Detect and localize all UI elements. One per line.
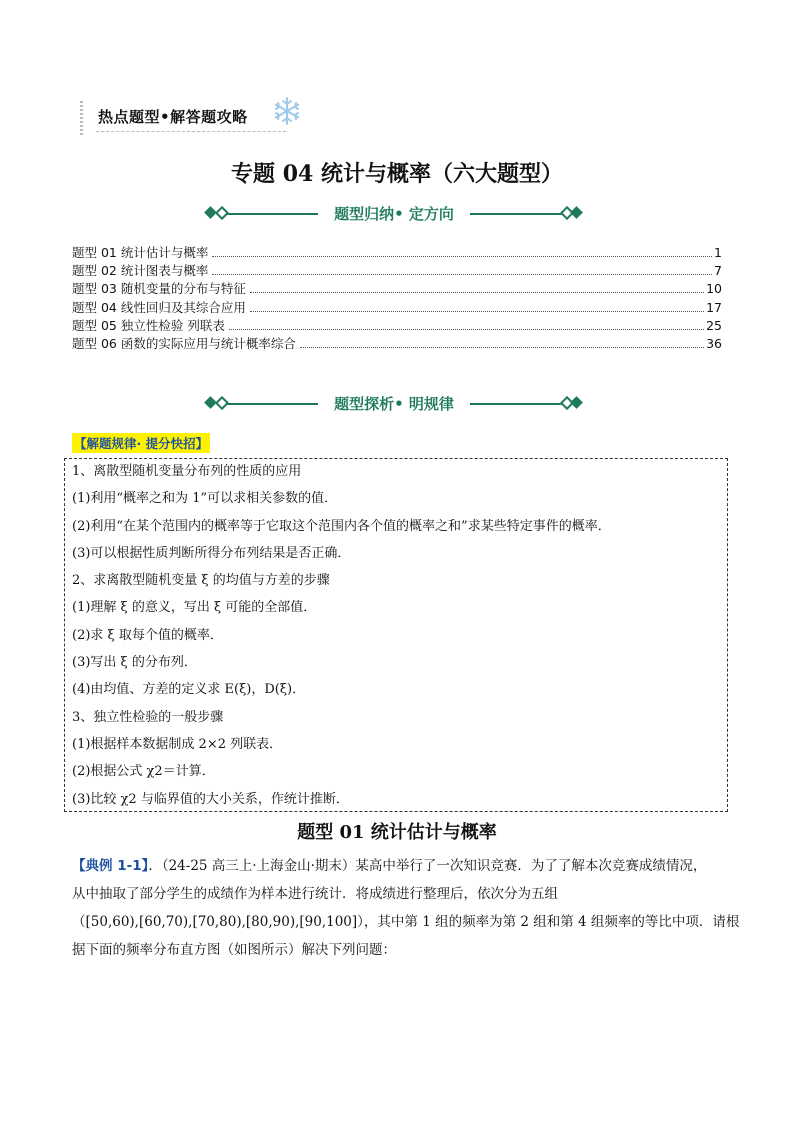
- header-text: 热点题型•解答题攻略: [98, 108, 248, 126]
- header-bar: [80, 101, 83, 135]
- toc-item[interactable]: 题型 01 统计估计与概率 1: [72, 245, 722, 260]
- tip-line: (1)理解 ξ 的意义，写出 ξ 可能的全部值．: [72, 600, 317, 616]
- tip-line: (1)利用“概率之和为 1”可以求相关参数的值．: [72, 491, 338, 507]
- table-of-contents: [72, 243, 722, 352]
- toc-item[interactable]: 题型 02 统计图表与概率 7: [72, 263, 722, 279]
- section-label: 题型归纳• 定方向: [334, 205, 454, 223]
- section-label: 题型探析• 明规律: [334, 395, 454, 413]
- example-line: 从中抽取了部分学生的成绩作为样本进行统计．将成绩进行整理后，依次分为五组: [72, 886, 558, 902]
- toc-item[interactable]: 题型 03 随机变量的分布与特征 10: [72, 281, 722, 297]
- section-divider-1: [204, 203, 584, 225]
- section-divider-2: [204, 393, 584, 415]
- header-underline: [96, 131, 286, 132]
- example-line: 【典例 1-1】．（24-25 高三上·上海金山·期末）某高中举行了一次知识竞赛．为了了解本次竞赛成绩情况，: [72, 858, 707, 874]
- tip-line: (3)可以根据性质判断所得分布列结果是否正确．: [72, 545, 351, 561]
- tips-tag: 【解题规律· 提分快招】: [72, 433, 210, 453]
- toc-item[interactable]: 题型 04 线性回归及其综合应用 17: [72, 299, 722, 315]
- example-line: （[50,60),[60,70),[70,80),[80,90),[90,100]），其中第 1 组的频率为第 2 组和第 4 组频率的等比中项．请根: [72, 914, 740, 930]
- page-title: 专题 04 统计与概率（六大题型）: [231, 161, 563, 187]
- tip-line: (2)求 ξ 取每个值的概率．: [72, 627, 223, 643]
- tip-line: 2、求离散型随机变量 ξ 的均值与方差的步骤: [72, 573, 330, 589]
- tip-line: (2)利用“在某个范围内的概率等于它取这个范围内各个值的概率之和”求某些特定事件的概率．: [72, 518, 611, 534]
- tip-line: (3)比较 χ2 与临界值的大小关系，作统计推断．: [72, 791, 349, 807]
- toc-item[interactable]: 题型 06 函数的实际应用与统计概率综合 36: [72, 335, 722, 351]
- toc-item[interactable]: 题型 05 独立性检验 列联表 25: [72, 317, 722, 333]
- example-line: 据下面的频率分布直方图（如图所示）解决下列问题：: [72, 942, 396, 958]
- tip-line: (2)根据公式 χ2＝计算．: [72, 764, 215, 780]
- tip-line: (3)写出 ξ 的分布列．: [72, 655, 197, 671]
- section-heading: 题型 01 统计估计与概率: [297, 822, 497, 843]
- tip-line: (4)由均值、方差的定义求 E(ξ)，D(ξ)．: [72, 682, 306, 698]
- snowflake-icon: [272, 96, 302, 126]
- example-label: 【典例 1-1】: [72, 858, 149, 874]
- example-paragraph: [72, 853, 740, 965]
- tip-line: 3、独立性检验的一般步骤: [72, 709, 224, 725]
- tips-content: [72, 461, 722, 816]
- tip-line: (1)根据样本数据制成 2×2 列联表．: [72, 736, 283, 752]
- tip-line: 1、离散型随机变量分布列的性质的应用: [72, 464, 302, 479]
